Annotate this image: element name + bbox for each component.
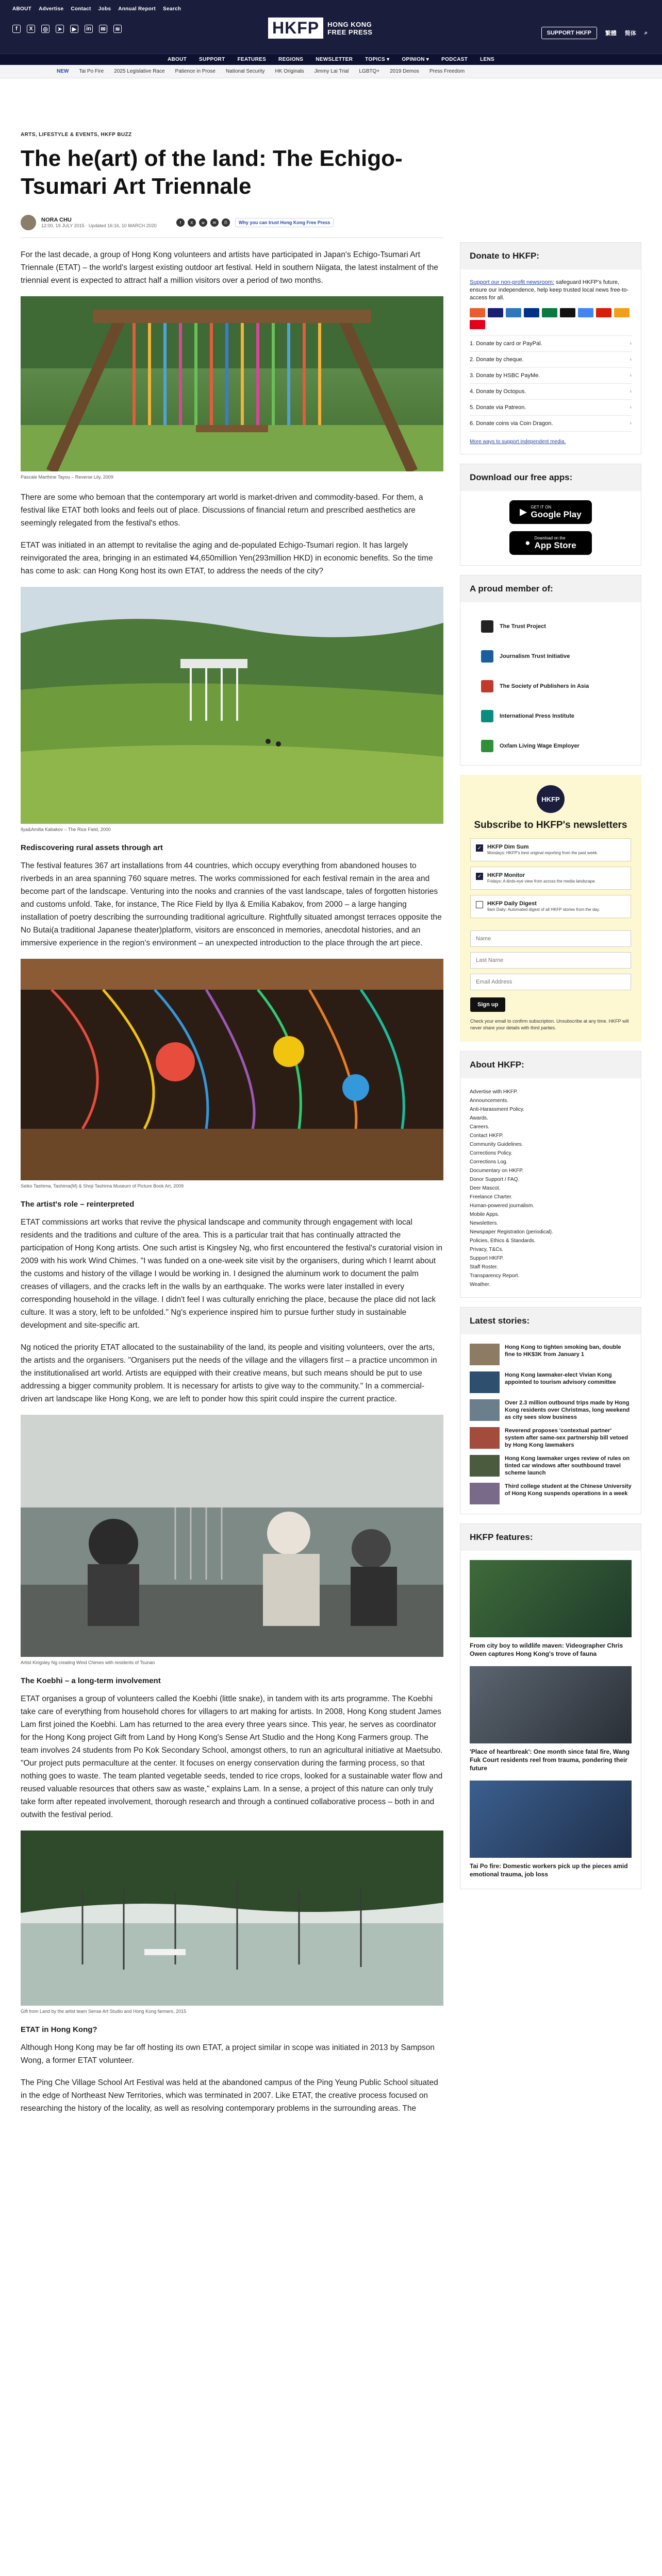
ticker-new-label: NEW: [57, 69, 69, 74]
newsletter-option-daily-digest[interactable]: [470, 895, 631, 918]
photo-swing-installation: [21, 296, 443, 471]
jti-logo-icon: [481, 650, 493, 663]
header-actions: [541, 27, 648, 39]
feature-title: From city boy to wildlife maven: Videographer Chris Owen captures Hong Kong's trove of fauna: [470, 1642, 623, 1657]
visa-icon: [488, 308, 503, 317]
sopa-logo-icon: [481, 680, 493, 692]
article: [21, 132, 443, 2124]
nav-about[interactable]: ABOUT: [167, 57, 187, 62]
article-title: The he(art) of the land: The Echigo-Tsumari Art Triennale: [21, 146, 403, 199]
donate-option[interactable]: [470, 368, 632, 384]
last-name-input[interactable]: [470, 952, 631, 969]
payme-icon: [470, 320, 485, 329]
share-print-icon[interactable]: ⎙: [222, 218, 230, 227]
section-heading: Rediscovering rural assets through art: [21, 843, 163, 852]
paragraph: The festival features 367 art installations from 44 countries, which occupy everything from abandoned houses to riverbeds in an area spanning 760 square metres. The works commissioned for each festival remain in the area and become part of the landscape. Venturing into the nooks and crannies of the vast landscape, tales of forgotten histories and customs unfold. Take, for instance, The Rice Field by Ilya & Emilia Kabakov, from 2000 – a large hanging installation of poetry describing the surrounding traditional agriculture. Rightfully situated amongst terraces opposite the No Butai(a traditional Japanese theater)platform, visitors are ensconced in memories, anecdotal histories, and an immersive experience in the region's environment – an unexpected introduction to the place through the art piece.: [21, 861, 442, 947]
newsletter-desc: Mondays: HKFP's best original reporting from the past week.: [487, 851, 598, 855]
swing-illustration: [21, 296, 443, 471]
share-facebook-icon[interactable]: f: [176, 218, 185, 227]
author-name[interactable]: NORA CHU: [41, 217, 72, 223]
photo-wind-chimes-workshop: [21, 1415, 443, 1657]
top-link-about[interactable]: ABOUT: [12, 6, 32, 12]
byline: [21, 215, 443, 230]
latest-stories-widget: [460, 1307, 641, 1514]
about-item[interactable]: Privacy, T&Cs.: [470, 1247, 504, 1252]
newsletter-widget: [460, 775, 641, 1042]
about-item[interactable]: Anti-Harassment Policy.: [470, 1107, 524, 1112]
main-nav: [0, 54, 662, 65]
figure-caption: Ilya&Amilia Kabakov – The Rice Field, 2000: [21, 827, 111, 832]
feature-thumbnail: [470, 1560, 632, 1637]
figure-rice-field: [21, 587, 443, 832]
paragraph: ETAT organises a group of volunteers called the Koebhi (little snake), in tandem with its arts programme. The Koebhi take care of everything from household chores for villagers to art making for artists. In 2008, Hong Kong student James Lam first joined the Koebhi. Lam has returned to the area every three years since. This year, he serves as coordinator for the Hong Kong project Gift from Land by Hong Kong's Sense Art Studio and the Hong Kong Farmers group. The team involves 24 students from Po Kok Secondary School, amongst others, to run an agricultural initiative at Maetsubo. "Our project puts permaculture at the center. It focuses on energy conservation during the farming process, so that nothing goes to waste. The team planted vegetable seeds, tended to rice crops, looked for a sustainable water flow and reused valuable resources that others saw as waste," explains Lam. In a sense, a project of this nature can only truly take form after repeated involvement, thorough research and through a continued collaborative process – both in and outwith the festival period.: [21, 1694, 443, 1819]
about-item[interactable]: Careers.: [470, 1124, 490, 1130]
support-hkfp-button[interactable]: SUPPORT HKFP: [541, 27, 597, 39]
about-item[interactable]: Announcements.: [470, 1098, 509, 1104]
donate-option-label: 4. Donate by Octopus.: [470, 388, 526, 395]
features-title: HKFP features:: [460, 1524, 641, 1551]
donate-widget: [460, 242, 641, 454]
section-heading: The artist's role – reinterpreted: [21, 1200, 135, 1209]
ipi-logo-icon: [481, 710, 493, 722]
newsletter-name: HKFP Daily Digest: [487, 901, 537, 907]
chevron-right-icon: ›: [630, 357, 632, 363]
donate-title: Donate to HKFP:: [460, 243, 641, 269]
x-icon[interactable]: X: [27, 25, 35, 33]
nav-newsletter[interactable]: NEWSLETTER: [316, 57, 353, 62]
story-title: Hong Kong lawmaker urges review of rules on tinted car windows after southbound travel scheme launch: [505, 1455, 630, 1476]
octopus-icon: [614, 308, 630, 317]
mail-icon[interactable]: ✉: [99, 25, 107, 33]
about-item[interactable]: Freelance Charter.: [470, 1194, 512, 1200]
article-date: 12:00, 19 JULY 2015 · Updated 16:16, 10 MARCH 2020: [41, 223, 157, 228]
app-store-small: Download on the: [534, 535, 566, 540]
feature-thumbnail: [470, 1781, 632, 1858]
logo-mark: HKFP: [268, 18, 323, 39]
about-item[interactable]: Human-powered journalism.: [470, 1203, 535, 1209]
figure-wind-chimes: [21, 1415, 443, 1665]
paypal-icon: [524, 308, 539, 317]
name-input[interactable]: [470, 930, 631, 947]
member-label: Journalism Trust Initiative: [500, 653, 570, 659]
figure-caption: Pascale Marthine Tayou – Reverse Lily, 2009: [21, 474, 113, 480]
nav-topics[interactable]: TOPICS ▾: [365, 57, 390, 62]
feature-story[interactable]: [470, 1781, 632, 1878]
about-list: [460, 1088, 641, 1289]
nav-lens[interactable]: LENS: [480, 57, 495, 62]
paragraph: The Ping Che Village School Art Festival was held at the abandoned campus of the Ping Yeung Public School situated in the edge of Northeast New Territories, which was terminated in 2007. Like ETAT, the creative process focused on researching the history of the locality, as well as resolving contemporary problems in the surrounding areas. The: [21, 2078, 438, 2113]
donate-option-label: 1. Donate by card or PayPal.: [470, 341, 542, 347]
member-jti[interactable]: [460, 641, 641, 671]
member-oxfam[interactable]: [460, 731, 641, 761]
about-title: About HKFP:: [460, 1052, 641, 1078]
email-input[interactable]: [470, 974, 631, 990]
nav-support[interactable]: SUPPORT: [199, 57, 225, 62]
share-mail-icon[interactable]: ✉: [210, 218, 219, 227]
chevron-right-icon: ›: [630, 388, 632, 395]
latest-title: Latest stories:: [460, 1308, 641, 1334]
about-item[interactable]: Newsletters.: [470, 1221, 499, 1226]
amex-icon: [506, 308, 521, 317]
feature-thumbnail: [470, 1666, 632, 1743]
donate-option-label: 6. Donate coins via Coin Dragon.: [470, 420, 553, 427]
latest-story[interactable]: [470, 1344, 632, 1365]
photo-rice-field: [21, 587, 443, 824]
museum-illustration: [21, 959, 443, 1180]
figure-gift-from-land: [21, 1831, 443, 2014]
trust-button[interactable]: Why you can trust Hong Kong Free Press: [235, 218, 334, 227]
paragraph: ETAT was initiated in an attempt to revitalise the aging and de-populated Echigo-Tsumari region. It has largely reinvigorated the area, bringing in an estimated ¥4,650million Yen(293million HKD) in economic benefits. So the time has come to ask: can Hong Kong host its own ETAT, to address the needs of the city?: [21, 541, 433, 575]
top-link-contact[interactable]: Contact: [71, 6, 91, 12]
latest-story[interactable]: [470, 1427, 632, 1449]
share-whatsapp-icon[interactable]: w: [199, 218, 207, 227]
story-thumbnail: [470, 1344, 500, 1365]
logo-text: [327, 21, 372, 36]
apps-widget: [460, 464, 641, 566]
search-icon[interactable]: ⌕: [644, 29, 648, 36]
ticker-item[interactable]: LGBTQ+: [359, 69, 380, 74]
ticker-item[interactable]: HK Originals: [275, 69, 304, 74]
members-widget: [460, 575, 641, 766]
story-title: Over 2.3 million outbound trips made by Hong Kong residents over Christmas, long weekend as city sees slow business: [505, 1400, 630, 1420]
photo-gift-from-land: [21, 1831, 443, 2006]
chevron-right-icon: ›: [630, 341, 632, 347]
facebook-icon[interactable]: f: [12, 25, 21, 33]
figure-caption: Seiko Tashima, Tashima(M) & Shoji Tashima Museum of Picture Book Art, 2009: [21, 1183, 184, 1189]
ticker-item[interactable]: Patience in Prose: [175, 69, 216, 74]
newsletter-note: Check your email to confirm subscription. Unsubscribe at any time. HKFP will never share your details with third parties.: [470, 1019, 629, 1030]
unionpay-icon: [596, 308, 611, 317]
google-play-button[interactable]: [509, 500, 592, 524]
latest-story[interactable]: [470, 1399, 632, 1421]
feature-title: Tai Po fire: Domestic workers pick up the pieces amid emotional trauma, job loss: [470, 1862, 628, 1878]
ticker-item[interactable]: Press Freedom: [429, 69, 465, 74]
member-label: International Press Institute: [500, 713, 574, 719]
latest-story[interactable]: [470, 1371, 632, 1393]
about-item[interactable]: Staff Roster.: [470, 1264, 498, 1270]
feature-story[interactable]: [470, 1666, 632, 1772]
newsletter-desc: 9am Daily: Automated digest of all HKFP stories from the day.: [487, 907, 600, 912]
linkedin-icon[interactable]: in: [85, 25, 93, 33]
figure-reverse-lily: [21, 296, 443, 480]
chevron-right-icon: ›: [630, 420, 632, 427]
latest-story[interactable]: [470, 1455, 632, 1477]
story-thumbnail: [470, 1399, 500, 1421]
author-avatar: [21, 215, 36, 230]
nav-regions[interactable]: REGIONS: [278, 57, 304, 62]
workshop-illustration: [21, 1415, 443, 1657]
paragraph: There are some who bemoan that the contemporary art world is market-driven and commodity-based. For them, a festival like ETAT both looks and feels out of place. Discussions of financial return and prescribed aesthetics are seemingly relegated from the festival's ethos.: [21, 493, 423, 528]
about-item[interactable]: Donor Support / FAQ.: [470, 1177, 520, 1182]
google-play-label: Google Play: [531, 509, 582, 519]
rss-icon[interactable]: ≋: [113, 25, 122, 33]
paragraph: Although Hong Kong may be far off hosting its own ETAT, a project similar in scope was initiated in 2013 by Sampson Wong, a former ETAT volunteer.: [21, 2043, 435, 2065]
member-label: The Trust Project: [500, 623, 546, 630]
about-item[interactable]: Mobile Apps.: [470, 1212, 500, 1217]
members-title: A proud member of:: [460, 575, 641, 602]
rice-field-illustration: [21, 587, 443, 824]
apps-title: Download our free apps:: [460, 464, 641, 491]
ticker-item[interactable]: National Security: [225, 69, 265, 74]
newsletter-option-monitor[interactable]: [470, 867, 631, 890]
payment-methods: [470, 308, 632, 329]
member-trust-project[interactable]: [460, 612, 641, 641]
donate-option[interactable]: [470, 400, 632, 416]
applepay-icon: [560, 308, 575, 317]
ticker-item[interactable]: 2025 Legislative Race: [114, 69, 165, 74]
member-ipi[interactable]: [460, 701, 641, 731]
app-store-button[interactable]: [509, 531, 592, 555]
about-item[interactable]: Policies, Ethics & Standards.: [470, 1238, 536, 1244]
figure-picture-book-museum: [21, 959, 443, 1189]
member-label: Oxfam Living Wage Employer: [500, 743, 580, 749]
newsletter-desc: Fridays: A birds-eye view from across the media landscape.: [487, 879, 596, 884]
member-label: The Society of Publishers in Asia: [500, 683, 589, 689]
paragraph: For the last decade, a group of Hong Kong volunteers and artists have participated in Japan's Echigo-Tsumari Art Triennale (ETAT) – the world's largest existing outdoor art festival. Held in southern Niigata, the latest instalment of the triennial event is expected to attract half a million visitors over a period of two months.: [21, 250, 438, 285]
site-header: [0, 0, 662, 54]
lang-zh-link[interactable]: 繁體: [605, 30, 617, 37]
donate-intro-link[interactable]: Support our non-profit newsroom:: [470, 279, 554, 285]
youtube-icon[interactable]: ▶: [70, 25, 78, 33]
topic-ticker: [0, 65, 662, 78]
donate-option[interactable]: [470, 384, 632, 400]
apple-icon: ●: [525, 538, 531, 548]
story-title: Hong Kong to tighten smoking ban, double fine to HK$3K from January 1: [505, 1344, 621, 1358]
paragraph: Ng noticed the priority ETAT allocated to the sustainability of the land, its people and visiting volunteers, over the arts, the artists and the organisers. "Organisers put the needs of the village and the villagers first – a practice uncommon in the institutionalised art world. Artists are equipped with their creative means, but such means should be put to use addressing a bigger community problem. It is necessary for artists to give way to the community." In a commercial-driven art landscape like Hong Kong, we are left to ponder how this spirit could inspire the current practice.: [21, 1343, 437, 1403]
telegram-icon[interactable]: ➤: [56, 25, 64, 33]
about-item[interactable]: Contact HKFP.: [470, 1133, 504, 1139]
top-link-jobs[interactable]: Jobs: [98, 6, 111, 12]
site-logo[interactable]: [268, 18, 372, 39]
article-categories[interactable]: ARTS, LIFESTYLE & EVENTS, HKFP BUZZ: [21, 132, 132, 138]
app-store-label: App Store: [534, 540, 576, 550]
story-title: Reverend proposes 'contextual partner' system after same-sex partnership bill vetoed by Hong Kong lawmakers: [505, 1428, 628, 1448]
about-item[interactable]: Awards.: [470, 1115, 488, 1121]
sidebar: [460, 242, 641, 1899]
nav-podcast[interactable]: PODCAST: [441, 57, 468, 62]
trust-project-logo-icon: [481, 620, 493, 633]
oxfam-logo-icon: [481, 740, 493, 752]
checkbox-checked-icon[interactable]: ✓: [476, 873, 483, 880]
feature-title: 'Place of heartbreak': One month since fatal fire, Wang Fuk Court residents reel from trauma, pondering their future: [470, 1748, 630, 1772]
lang-cn-link[interactable]: 简体: [624, 30, 636, 37]
more-ways-link[interactable]: More ways to support independent media.: [470, 439, 566, 445]
checkbox-unchecked-icon[interactable]: [476, 901, 483, 908]
logo-text-line-2: FREE PRESS: [327, 28, 373, 36]
latest-story[interactable]: [470, 1483, 632, 1504]
donate-option[interactable]: [470, 336, 632, 352]
story-thumbnail: [470, 1455, 500, 1477]
about-item[interactable]: Deer Mascot.: [470, 1185, 501, 1191]
ticker-item[interactable]: Jimmy Lai Trial: [314, 69, 349, 74]
paragraph: ETAT commissions art works that revive the physical landscape and community through engagement with local residents and the traditions and culture of the area. This is a particular trait that has continually attracted the participation of Hong Kong artists. One such artist is Kingsley Ng, who first encountered the festival's curatorial vision in 2009 with his work Wind Chimes. "I was funded on a one-week site visit by the organisers, during which I learnt about the customs and history of the village I would be working in. I designed the aluminum work to document the palm creases of villagers, and the cracks left in the walls by an earthquake. The works were later installed in every corresponding household in the village. I didn't feel I was culturally enriching the place, because the place did not lack culture. It was a story, left to be unfolded." Ng's experience inspired him to pursue further study in sustainable development and site-specific art.: [21, 1218, 442, 1330]
instagram-icon[interactable]: ◎: [41, 25, 49, 33]
newsletter-title: Subscribe to HKFP's newsletters: [474, 820, 627, 831]
top-links: [12, 6, 181, 12]
about-item[interactable]: Advertise with HKFP.: [470, 1089, 518, 1095]
about-item[interactable]: Weather.: [470, 1282, 490, 1287]
donate-option-label: 5. Donate via Patreon.: [470, 404, 526, 411]
feature-story[interactable]: [470, 1560, 632, 1658]
photo-museum-installation: [21, 959, 443, 1180]
google-play-small: GET IT ON: [531, 504, 552, 510]
nav-features[interactable]: FEATURES: [237, 57, 267, 62]
newsletter-name: HKFP Dim Sum: [487, 844, 529, 850]
share-bar: [176, 218, 230, 227]
logo-text-line-1: HONG KONG: [327, 20, 372, 28]
chevron-right-icon: ›: [630, 372, 632, 379]
story-title: Third college student at the Chinese University of Hong Kong suspends operations in a week: [505, 1483, 632, 1497]
features-widget: [460, 1523, 641, 1889]
newsletter-option-dim-sum[interactable]: [470, 838, 631, 861]
mastercard-icon: [470, 308, 485, 317]
about-item[interactable]: Community Guidelines.: [470, 1142, 523, 1147]
about-item[interactable]: Corrections Log.: [470, 1159, 508, 1165]
ticker-item[interactable]: 2019 Demos: [390, 69, 419, 74]
social-icons: [12, 25, 122, 33]
figure-caption: Artist Kingsley Ng creating Wind Chimes with residents of Tsunan: [21, 1660, 155, 1665]
donate-option[interactable]: [470, 416, 632, 432]
story-thumbnail: [470, 1371, 500, 1393]
jcb-icon: [542, 308, 557, 317]
section-heading: ETAT in Hong Kong?: [21, 2025, 97, 2034]
donate-option-label: 3. Donate by HSBC PayMe.: [470, 372, 540, 379]
googlepay-icon: [578, 308, 593, 317]
figure-caption: Gift from Land by the artist team Sense Art Studio and Hong Kong farmers, 2015: [21, 2009, 187, 2014]
story-thumbnail: [470, 1483, 500, 1504]
play-icon: ▶: [520, 507, 527, 517]
newsletter-logo: HKFP: [537, 785, 565, 813]
donate-option-label: 2. Donate by cheque.: [470, 357, 524, 363]
about-widget: [460, 1051, 641, 1298]
story-title: Hong Kong lawmaker-elect Vivian Kong appointed to tourism advisory committee: [505, 1372, 616, 1385]
top-link-annual-report[interactable]: Annual Report: [118, 6, 156, 12]
share-x-icon[interactable]: X: [188, 218, 196, 227]
sign-up-button[interactable]: Sign up: [470, 997, 505, 1012]
section-heading: The Koebhi – a long-term involvement: [21, 1676, 161, 1685]
ticker-item[interactable]: Tai Po Fire: [79, 69, 104, 74]
top-link-search[interactable]: Search: [163, 6, 181, 12]
about-item[interactable]: Newspaper Registration (periodical).: [470, 1229, 553, 1235]
donate-intro: [470, 279, 632, 302]
donate-intro-text: safeguard HKFP's future, ensure our independence, help keep trusted local news free-to-access for all.: [470, 279, 629, 301]
checkbox-checked-icon[interactable]: ✓: [476, 844, 483, 852]
member-sopa[interactable]: [460, 671, 641, 701]
about-item[interactable]: Transparency Report.: [470, 1273, 520, 1279]
about-item[interactable]: Corrections Policy.: [470, 1150, 512, 1156]
newsletter-name: HKFP Monitor: [487, 872, 525, 878]
story-thumbnail: [470, 1427, 500, 1449]
donate-options: [470, 335, 632, 432]
donate-option[interactable]: [470, 352, 632, 368]
pond-illustration: [21, 1831, 443, 2006]
nav-opinion[interactable]: OPINION ▾: [402, 57, 429, 62]
top-link-advertise[interactable]: Advertise: [39, 6, 64, 12]
chevron-right-icon: ›: [630, 404, 632, 411]
about-item[interactable]: Documentary on HKFP.: [470, 1168, 524, 1174]
about-item[interactable]: Support HKFP.: [470, 1256, 504, 1261]
